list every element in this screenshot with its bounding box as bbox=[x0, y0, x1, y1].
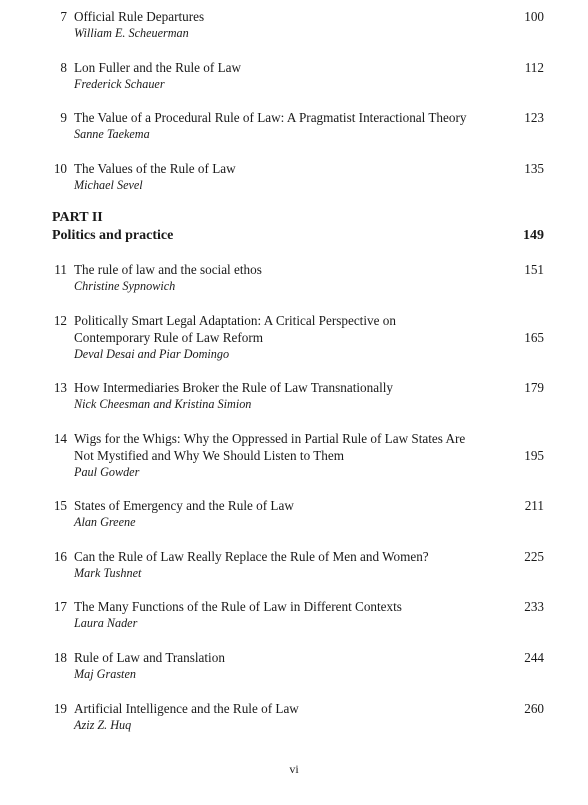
chapter-author: Alan Greene bbox=[74, 515, 136, 529]
chapter-number: 8 bbox=[60, 60, 67, 75]
page-number: 123 bbox=[524, 110, 544, 125]
chapter-author: Sanne Taekema bbox=[74, 127, 150, 141]
chapter-title: The Values of the Rule of Law bbox=[74, 161, 236, 176]
chapter-number: 12 bbox=[53, 313, 67, 328]
part-label: PART II bbox=[52, 210, 103, 225]
chapter-number: 17 bbox=[53, 599, 67, 614]
part-page-number: 149 bbox=[523, 228, 544, 243]
chapter-title: The rule of law and the social ethos bbox=[74, 262, 262, 277]
chapter-author: Laura Nader bbox=[74, 616, 138, 630]
chapter-number: 18 bbox=[53, 650, 67, 665]
chapter-number: 14 bbox=[53, 431, 67, 446]
page-number: 244 bbox=[524, 650, 544, 665]
chapter-author: Maj Grasten bbox=[74, 667, 136, 681]
chapter-author: Nick Cheesman and Kristina Simion bbox=[74, 397, 252, 411]
chapter-title: Lon Fuller and the Rule of Law bbox=[74, 60, 242, 75]
chapter-number: 19 bbox=[53, 701, 67, 716]
chapter-title: States of Emergency and the Rule of Law bbox=[74, 498, 294, 513]
page-number: 165 bbox=[524, 330, 544, 345]
part-title: Politics and practice bbox=[52, 228, 174, 243]
chapter-author: Michael Sevel bbox=[74, 178, 143, 192]
chapter-author: Christine Sypnowich bbox=[74, 279, 176, 293]
chapter-title: Can the Rule of Law Really Replace the Rule of Men and Women? bbox=[74, 549, 429, 564]
chapter-author: Frederick Schauer bbox=[74, 77, 165, 91]
page-number: 100 bbox=[524, 9, 544, 24]
part-heading[interactable] bbox=[52, 209, 544, 245]
page-number: 225 bbox=[524, 549, 544, 564]
chapter-number: 9 bbox=[60, 110, 67, 125]
page-number: 211 bbox=[524, 498, 544, 513]
chapter-title-continued: Not Mystified and Why We Should Listen to Them bbox=[74, 448, 344, 463]
chapter-number: 11 bbox=[54, 262, 67, 277]
chapter-author: Deval Desai and Piar Domingo bbox=[74, 347, 230, 361]
page-number: 135 bbox=[524, 161, 544, 176]
chapter-author: Mark Tushnet bbox=[74, 566, 142, 580]
chapter-author: William E. Scheuerman bbox=[74, 26, 189, 40]
chapter-title-continued: Contemporary Rule of Law Reform bbox=[74, 330, 263, 345]
chapter-title: How Intermediaries Broker the Rule of Law Transnationally bbox=[74, 380, 393, 395]
chapter-author: Aziz Z. Huq bbox=[74, 718, 132, 732]
chapter-title: The Value of a Procedural Rule of Law: A Pragmatist Interactional Theory bbox=[74, 110, 467, 125]
chapter-author: Paul Gowder bbox=[74, 465, 140, 479]
folio: vi bbox=[289, 762, 299, 776]
chapter-title: Politically Smart Legal Adaptation: A Critical Perspective on bbox=[74, 313, 396, 328]
chapter-number: 16 bbox=[53, 549, 67, 564]
page-number: 112 bbox=[524, 60, 544, 75]
chapter-title: Rule of Law and Translation bbox=[74, 650, 225, 665]
chapter-title: Wigs for the Whigs: Why the Oppressed in Partial Rule of Law States Are bbox=[74, 431, 466, 446]
chapter-number: 13 bbox=[53, 380, 67, 395]
page-number: 260 bbox=[524, 701, 544, 716]
chapter-number: 15 bbox=[53, 498, 67, 513]
page-number: 151 bbox=[524, 262, 544, 277]
chapter-number: 10 bbox=[53, 161, 67, 176]
chapter-number: 7 bbox=[60, 9, 67, 24]
chapter-title: Official Rule Departures bbox=[74, 9, 205, 24]
chapter-title: Artificial Intelligence and the Rule of Law bbox=[74, 701, 299, 716]
chapter-title: The Many Functions of the Rule of Law in Different Contexts bbox=[74, 599, 402, 614]
page-number: 179 bbox=[524, 380, 544, 395]
page-number: 233 bbox=[524, 599, 544, 614]
page-number: 195 bbox=[524, 448, 544, 463]
